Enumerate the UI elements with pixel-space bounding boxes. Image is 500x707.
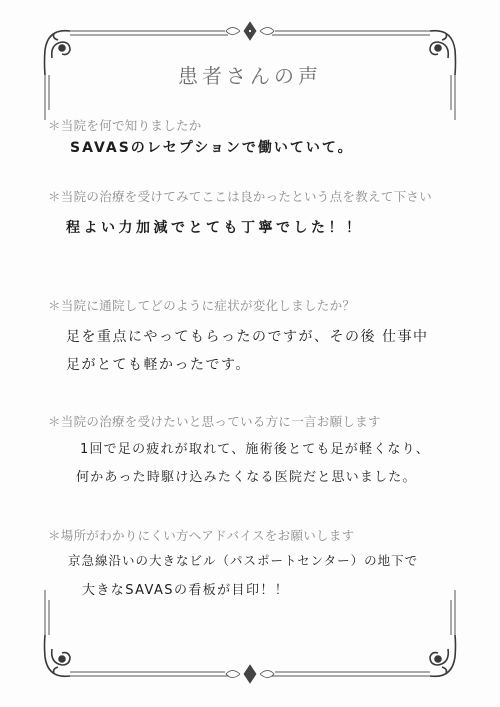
answer-1-line-1: SAVASのレセプションで働いていて。 bbox=[70, 140, 354, 156]
question-2: ＊当院の治療を受けてみてここは良かったという点を教えて下さい bbox=[48, 189, 433, 204]
answer-5-line-2: 大きなSAVASの看板が目印！！ bbox=[82, 583, 290, 598]
answer-2-line-1: 程よい力加減でとても丁寧でした！！ bbox=[66, 220, 364, 236]
answer-5-line-1: 京急線沿いの大きなビル（パスポートセンター）の地下で bbox=[68, 553, 419, 568]
question-5: ＊場所がわかりにくい方へアドバイスをお願いします bbox=[48, 528, 355, 543]
question-1: ＊当院を何で知りましたか bbox=[48, 118, 202, 133]
answer-4-line-2: 何かあった時駆け込みたくなる医院だと思いました。 bbox=[76, 470, 417, 485]
question-3: ＊当院に通院してどのように症状が変化しましたか？ bbox=[48, 298, 356, 313]
answer-3-line-2: 足がとても軽かったです。 bbox=[66, 357, 251, 373]
page-title: 患者さんの声 bbox=[178, 64, 322, 88]
answer-3-line-1: 足を重点にやってもらったのですが、その後 仕事中 bbox=[66, 329, 429, 345]
answer-4-line-1: 1回で足の疲れが取れて、施術後とても足が軽くなり、 bbox=[80, 442, 431, 457]
question-4: ＊当院の治療を受けたいと思っている方に一言お願します bbox=[48, 414, 381, 429]
